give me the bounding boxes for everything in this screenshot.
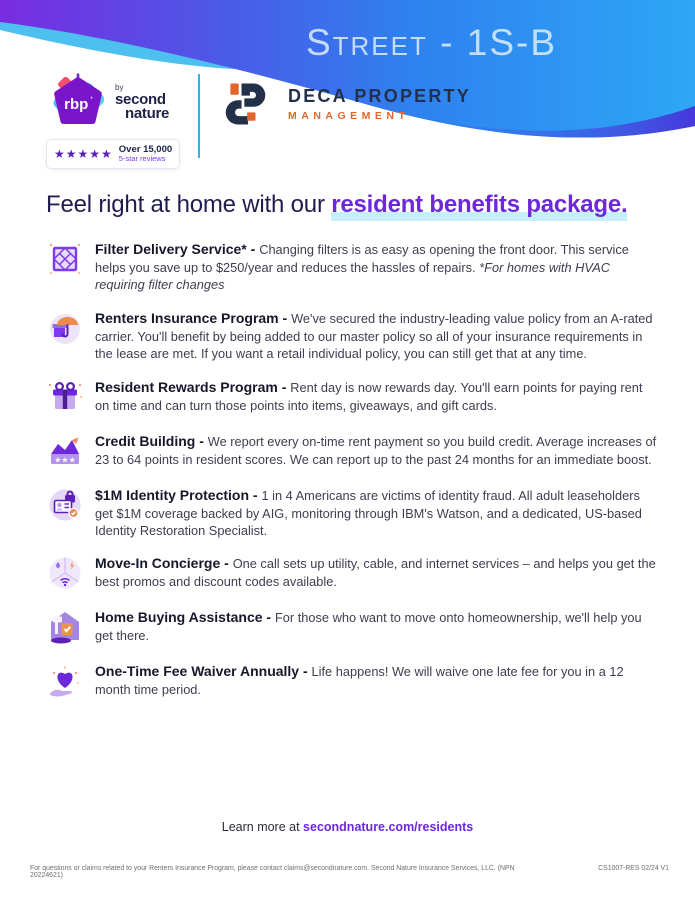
insurance-disclaimer: For questions or claims related to your Renters Insurance Program, please contact claims@secondnature.com. Second Nature Insurance Services, LLC. (NPN 20224621) bbox=[30, 865, 515, 879]
filter-icon bbox=[45, 239, 85, 279]
benefit-description: Life happens! We will waive one late fee for you in a 12 month time period. bbox=[95, 664, 624, 698]
rating-count: Over 15,000 bbox=[118, 144, 173, 155]
fee-waiver-icon bbox=[45, 661, 85, 701]
benefit-description: We report every on-time rent payment so you build credit. Average increases of 23 to 64 points in resident scores. We can report up to the past 24 months for an immediate boost. bbox=[95, 433, 657, 467]
rating-badge bbox=[46, 139, 180, 169]
gift-icon bbox=[45, 377, 85, 417]
benefit-note: *For homes with HVAC requiring filter changes bbox=[95, 260, 611, 293]
credit-building-icon bbox=[45, 431, 85, 471]
home-buying-icon bbox=[45, 607, 85, 647]
svg-text:★★★: ★★★ bbox=[54, 455, 76, 465]
property-address-watermark: Street - 1S-B bbox=[305, 22, 558, 63]
benefit-title: Home Buying Assistance - bbox=[95, 609, 275, 626]
rbp-logo-text: rbp bbox=[64, 96, 89, 114]
document-code: CS1007-RES 02/24 V1 bbox=[598, 865, 669, 872]
benefit-item bbox=[45, 661, 659, 701]
page-title bbox=[46, 191, 627, 219]
benefit-description: Changing filters is as easy as opening the front door. This service helps you save up to $250/year and reduces the hassles of repairs. bbox=[95, 242, 629, 276]
svg-text:*: * bbox=[90, 96, 93, 104]
benefit-description: For those who want to move onto homeownership, we'll help you get there. bbox=[95, 610, 642, 644]
company-name: DECA PROPERTY bbox=[288, 86, 471, 106]
benefit-title: One-Time Fee Waiver Annually - bbox=[95, 663, 312, 680]
secondnature-residents-link[interactable]: secondnature.com/residents bbox=[303, 820, 474, 834]
second-nature-wordmark bbox=[115, 83, 169, 122]
benefits-list bbox=[45, 239, 659, 715]
benefit-item bbox=[45, 553, 659, 593]
benefit-item bbox=[45, 431, 659, 471]
by-label: by bbox=[115, 82, 124, 92]
headline-highlight: resident benefits package. bbox=[331, 191, 627, 221]
legal-footnote bbox=[0, 865, 695, 879]
rbp-brand-block bbox=[46, 72, 182, 169]
move-in-concierge-icon bbox=[45, 553, 85, 593]
company-logo-block bbox=[222, 82, 471, 126]
company-wordmark bbox=[288, 86, 471, 122]
benefit-item bbox=[45, 607, 659, 647]
benefit-description: 1 in 4 Americans are victims of identity fraud. All adult leaseholders get $1M coverage backed by AIG, monitoring through IBM's Watson, and a dedicated, US-based Identity Restoration Specialist. bbox=[95, 487, 642, 539]
benefit-title: Renters Insurance Program - bbox=[95, 309, 292, 326]
benefit-title: Credit Building - bbox=[95, 432, 208, 449]
benefit-title: Resident Rewards Program - bbox=[95, 378, 291, 395]
benefit-item bbox=[45, 239, 659, 294]
brand-name-line1: second bbox=[115, 90, 166, 108]
rating-caption: 5-star reviews bbox=[118, 154, 166, 164]
benefit-description: We've secured the industry-leading value policy from an A-rated carrier. You'll benefit by being added to our master policy so all of your insurance requirements in the lease are met. If you want a retail individual policy, you can still get that at any time. bbox=[95, 310, 653, 362]
benefit-title: Move-In Concierge - bbox=[95, 555, 233, 572]
benefit-title: Filter Delivery Service* - bbox=[95, 241, 260, 257]
benefit-item bbox=[45, 485, 659, 540]
rbp-logo-icon bbox=[46, 72, 110, 132]
company-division: MANAGEMENT bbox=[288, 110, 410, 122]
logo-row bbox=[46, 72, 471, 169]
headline-prefix: Feel right at home with our bbox=[46, 191, 332, 218]
deca-monogram-icon bbox=[222, 82, 276, 126]
benefit-description: Rent day is now rewards day. You'll earn points for paying rent on time and can turn those points into items, giveaways, and gift cards. bbox=[95, 379, 643, 413]
benefit-description: One call sets up utility, cable, and internet services – and helps you get the best promos and discount codes available. bbox=[95, 556, 656, 590]
benefit-item bbox=[45, 377, 659, 417]
benefit-title: $1M Identity Protection - bbox=[95, 486, 262, 503]
benefit-item bbox=[45, 308, 659, 363]
identity-protection-icon bbox=[45, 485, 85, 525]
brand-name-line2: nature bbox=[125, 105, 170, 122]
vertical-divider bbox=[198, 74, 200, 158]
learn-more-line bbox=[0, 820, 695, 834]
learn-more-prefix: Learn more at bbox=[221, 820, 304, 834]
five-stars-icon: ★★★★★ bbox=[54, 146, 113, 161]
umbrella-icon bbox=[45, 308, 85, 348]
